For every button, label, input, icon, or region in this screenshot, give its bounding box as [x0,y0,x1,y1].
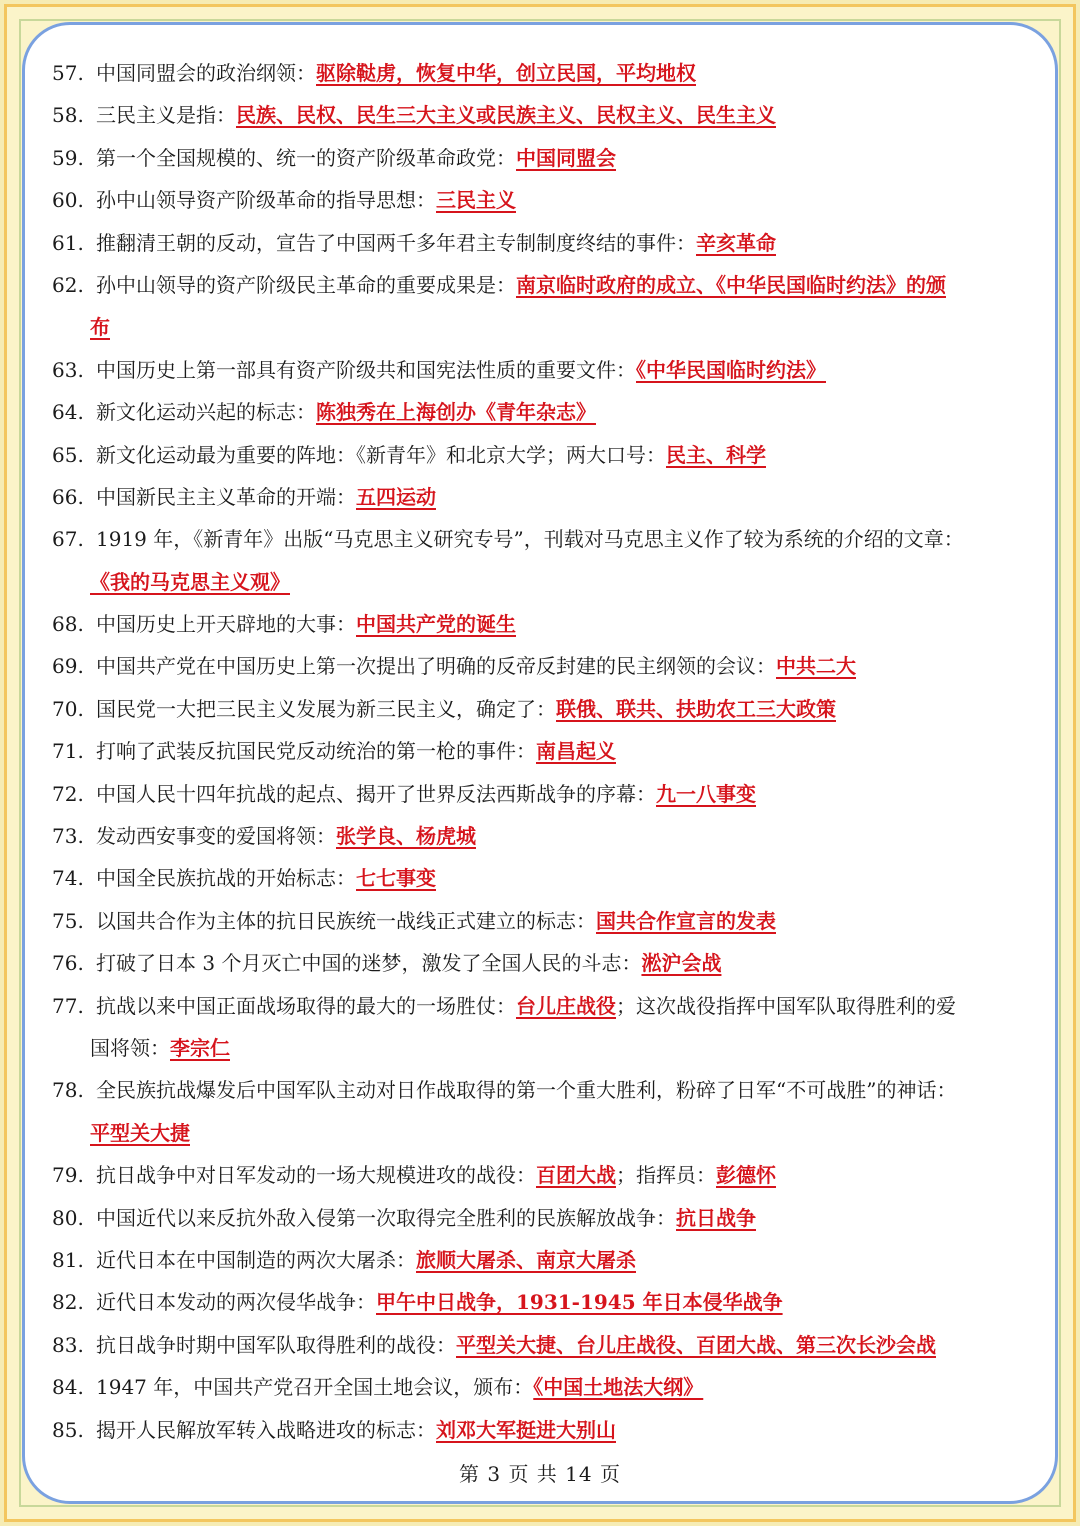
item-number: 60. [52,188,84,213]
item-number: 73. [52,824,84,849]
list-item [52,476,1032,518]
item-answer: 南昌起义 [536,739,616,764]
item-answer: 五四运动 [356,484,436,509]
item-question: 以国共合作为主体的抗日民族统一战线正式建立的标志： [96,908,596,933]
list-item-continuation [52,306,1032,348]
list-item [52,730,1032,772]
item-number: 77. [52,993,84,1018]
item-number: 67. [52,527,84,552]
item-answer: 民族、民权、民生三大主义或民族主义、民权主义、民生主义 [236,103,776,128]
list-item [52,603,1032,645]
list-item [52,94,1032,136]
item-number: 72. [52,781,84,806]
item-question: 揭开人民解放军转入战略进攻的标志： [96,1417,436,1442]
item-question-continued: 国将领： [90,1035,170,1060]
item-question: 全民族抗战爆发后中国军队主动对日作战取得的第一个重大胜利，粉碎了日军“不可战胜”的神话： [96,1078,957,1103]
list-item [52,645,1032,687]
item-number: 75. [52,908,84,933]
item-question: 三民主义是指： [96,103,236,128]
item-answer: 三民主义 [436,188,516,213]
item-number: 65. [52,442,84,467]
item-answer: 辛亥革命 [696,230,776,255]
item-question: 中国同盟会的政治纲领： [96,61,316,85]
item-number: 70. [52,696,84,721]
item-question: 中国新民主主义革命的开端： [96,484,356,509]
item-answer: 刘邓大军挺进大别山 [436,1417,616,1442]
list-item [52,1197,1032,1239]
item-answer: 《我的马克思主义观》 [90,569,290,594]
item-answer: 驱除鞑虏，恢复中华，创立民国，平均地权 [316,61,696,85]
question-list [52,52,1032,1451]
item-question: 中国近代以来反抗外敌入侵第一次取得完全胜利的民族解放战争： [96,1205,676,1230]
list-item [52,1154,1032,1196]
item-answer: 国共合作宣言的发表 [596,908,776,933]
list-item [52,1409,1032,1451]
item-question: 孙中山领导资产阶级革命的指导思想： [96,188,436,213]
item-question: 中国历史上第一部具有资产阶级共和国宪法性质的重要文件： [96,357,636,382]
item-number: 58. [52,103,84,128]
item-question: 中国人民十四年抗战的起点、揭开了世界反法西斯战争的序幕： [96,781,656,806]
list-item [52,137,1032,179]
item-number: 81. [52,1247,84,1272]
item-number: 68. [52,612,84,637]
item-answer: 《中国土地法大纲》 [533,1375,704,1400]
item-question: 中国历史上开天辟地的大事： [96,612,356,637]
item-answer: 平型关大捷 [90,1120,190,1145]
item-number: 61. [52,230,84,255]
page-number-footer: 第 3 页 共 14 页 [459,1462,621,1486]
item-number: 84. [52,1375,84,1400]
item-question: 打破了日本 3 个月灭亡中国的迷梦，激发了全国人民的斗志： [96,951,642,976]
item-answer-second: 李宗仁 [170,1035,230,1060]
item-answer: 旅顺大屠杀、南京大屠杀 [416,1247,636,1272]
item-question: 新文化运动兴起的标志： [96,400,316,425]
list-item-continuation [52,561,1032,603]
item-answer: 中国同盟会 [516,145,616,170]
list-item [52,52,1032,94]
item-number: 76. [52,951,84,976]
item-question-continued: ；指挥员： [616,1163,716,1188]
item-answer: 张学良、杨虎城 [336,824,476,849]
item-question: 第一个全国规模的、统一的资产阶级革命政党： [96,145,516,170]
item-question: 1919 年，《新青年》出版“马克思主义研究专号”，刊载对马克思主义作了较为系统的介绍的文章： [96,527,964,552]
item-question: 抗战以来中国正面战场取得的最大的一场胜仗： [96,993,516,1018]
list-item [52,942,1032,984]
item-number: 78. [52,1078,84,1103]
list-item [52,1069,1032,1111]
item-question: 抗日战争中对日军发动的一场大规模进攻的战役： [96,1163,536,1188]
item-answer: 九一八事变 [656,781,756,806]
item-answer: 平型关大捷、台儿庄战役、百团大战、第三次长沙会战 [456,1332,936,1357]
item-number: 83. [52,1332,84,1357]
item-answer: 中国共产党的诞生 [356,612,516,637]
item-answer-continued: 布 [90,315,110,340]
item-answer: 淞沪会战 [641,951,722,976]
item-number: 80. [52,1205,84,1230]
list-item [52,391,1032,433]
list-item [52,900,1032,942]
item-answer: 《中华民国临时约法》 [636,357,826,382]
item-answer: 民主、科学 [666,442,766,467]
item-question-continued: ；这次战役指挥中国军队取得胜利的爱 [616,993,956,1018]
item-question: 孙中山领导的资产阶级民主革命的重要成果是： [96,272,516,297]
list-item [52,985,1032,1027]
item-answer: 台儿庄战役 [516,993,616,1018]
item-question: 发动西安事变的爱国将领： [96,824,336,849]
item-answer: 陈独秀在上海创办《青年杂志》 [316,400,596,425]
item-number: 74. [52,866,84,891]
item-number: 64. [52,400,84,425]
item-answer: 七七事变 [356,866,436,891]
item-question: 中国共产党在中国历史上第一次提出了明确的反帝反封建的民主纲领的会议： [96,654,776,679]
item-question: 近代日本发动的两次侵华战争： [96,1290,376,1315]
item-number: 63. [52,357,84,382]
item-answer-second: 彭德怀 [716,1163,776,1188]
item-question: 1947 年，中国共产党召开全国土地会议，颁布： [96,1375,534,1400]
list-item [52,773,1032,815]
item-answer: 南京临时政府的成立、《中华民国临时约法》的颁 [516,272,946,297]
item-question: 新文化运动最为重要的阵地：《新青年》和北京大学；两大口号： [96,442,666,467]
item-answer: 中共二大 [776,654,856,679]
item-answer: 百团大战 [536,1163,616,1188]
list-item [52,518,1032,560]
item-question: 中国全民族抗战的开始标志： [96,866,356,891]
list-item [52,434,1032,476]
list-item [52,688,1032,730]
list-item [52,1239,1032,1281]
item-question: 推翻清王朝的反动，宣告了中国两千多年君主专制制度终结的事件： [96,230,696,255]
item-question: 近代日本在中国制造的两次大屠杀： [96,1247,416,1272]
list-item [52,349,1032,391]
list-item [52,179,1032,221]
item-number: 62. [52,272,84,297]
item-number: 71. [52,739,84,764]
item-answer: 甲午中日战争，1931-1945 年日本侵华战争 [376,1290,783,1315]
item-number: 57. [52,61,84,85]
list-item [52,1366,1032,1408]
item-number: 66. [52,484,84,509]
item-question: 抗日战争时期中国军队取得胜利的战役： [96,1332,456,1357]
item-number: 69. [52,654,84,679]
list-item [52,815,1032,857]
item-question: 国民党一大把三民主义发展为新三民主义，确定了： [96,696,556,721]
list-item [52,1281,1032,1323]
item-number: 82. [52,1290,84,1315]
item-number: 59. [52,145,84,170]
item-question: 打响了武装反抗国民党反动统治的第一枪的事件： [96,739,536,764]
list-item [52,1324,1032,1366]
list-item [52,222,1032,264]
list-item [52,857,1032,899]
list-item-continuation [52,1027,1032,1069]
item-number: 79. [52,1163,84,1188]
item-number: 85. [52,1417,84,1442]
item-answer: 抗日战争 [676,1205,756,1230]
list-item-continuation [52,1112,1032,1154]
list-item [52,264,1032,306]
item-answer: 联俄、联共、扶助农工三大政策 [556,696,836,721]
